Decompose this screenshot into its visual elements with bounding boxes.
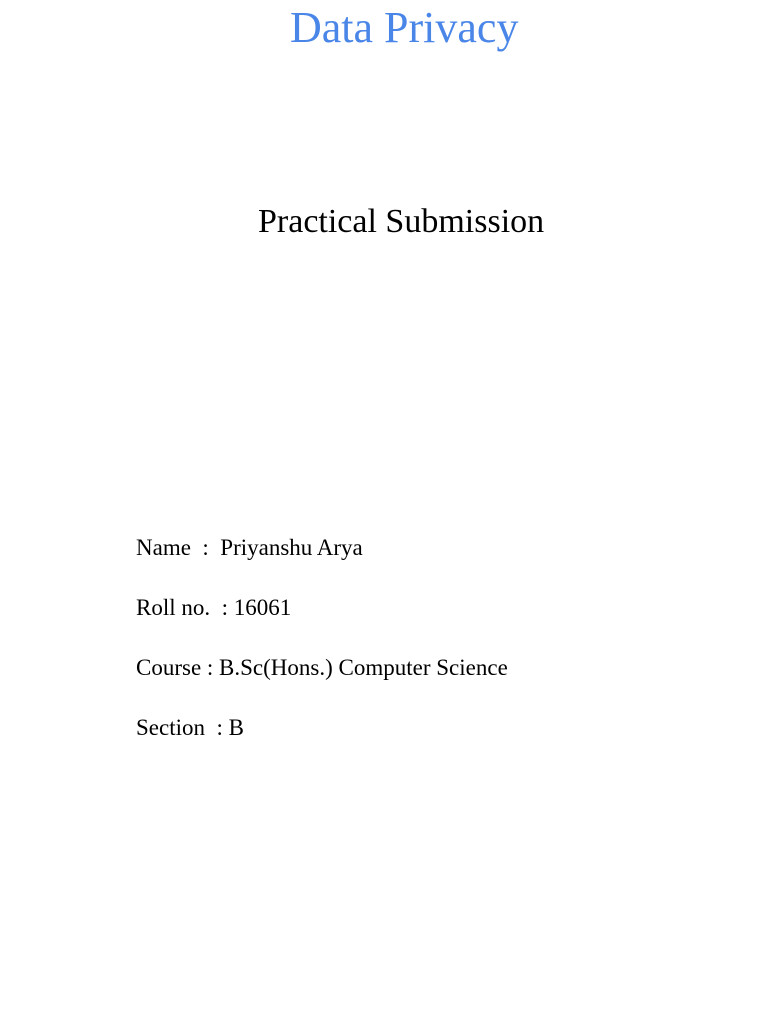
document-title: Data Privacy — [290, 3, 519, 52]
student-details — [136, 532, 736, 772]
detail-course: Course : B.Sc(Hons.) Computer Science — [136, 655, 508, 680]
detail-name: Name : Priyanshu Arya — [136, 535, 363, 560]
detail-section: Section : B — [136, 715, 244, 740]
document-subtitle: Practical Submission — [258, 203, 545, 240]
detail-roll-no: Roll no. : 16061 — [136, 595, 292, 620]
